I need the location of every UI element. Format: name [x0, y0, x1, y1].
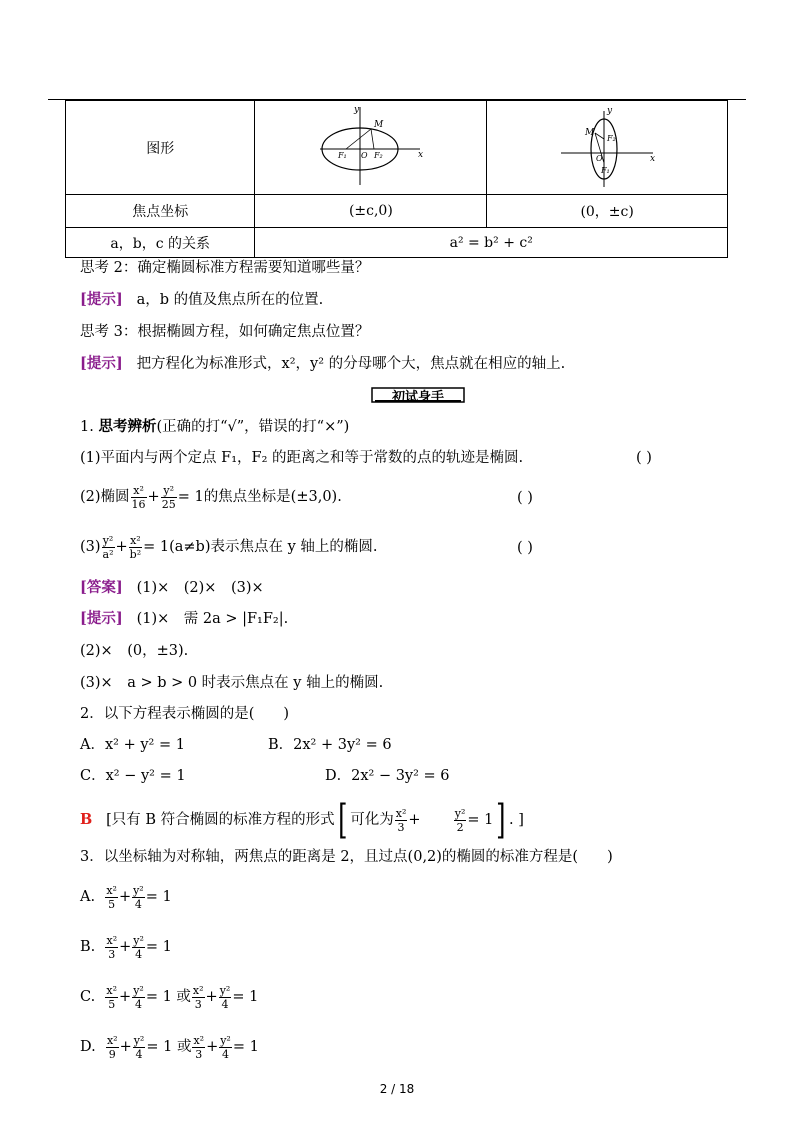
- q1-hint-3: (3)× a > b > 0 时表示焦点在 y 轴上的椭圆.: [80, 675, 384, 691]
- row-focus-label: 焦点坐标: [66, 195, 255, 228]
- q2-option-a: A．x² + y² = 1: [80, 737, 185, 753]
- ellipse-x-focus-figure: [316, 103, 426, 189]
- q1-title: [80, 417, 349, 437]
- q2-option-c: C．x² − y² = 1: [80, 768, 186, 784]
- ellipse-properties-table: [65, 100, 728, 258]
- q1-hint-1-text: (1)× 需 2a > |F₁F₂|.: [136, 611, 289, 627]
- q3-b-label: B.: [80, 939, 96, 955]
- row-focus-x: (±c,0): [255, 195, 487, 228]
- q3-option-c: C. $\frac{\text{x²}}{5}$ + $\frac{\text{y²}}{4}$ = 1 或 $\frac{\text{x²}}{3}$ + $\frac{\text{y²}}{4}$ = 1: [80, 983, 259, 1011]
- q2-solution-end: . ]: [509, 812, 524, 828]
- svg-text:M: M: [585, 127, 595, 138]
- q2-option-b: B．2x² + 3y² = 6: [268, 737, 392, 753]
- hint-3-text: 把方程化为标准形式，x²，y² 的分母哪个大，焦点就在相应的轴上.: [136, 356, 566, 372]
- q1-s2-pre: (2)椭圆: [80, 489, 130, 505]
- q1-s1-paren: ( ): [636, 450, 652, 466]
- q1-number: 1.: [80, 419, 94, 435]
- svg-text:M: M: [373, 119, 384, 130]
- row-relation-label: a，b，c 的关系: [66, 228, 255, 258]
- hint-2: [80, 290, 323, 310]
- q2-solution-inner: 可化为: [350, 812, 394, 828]
- hint-label: [提示]: [80, 291, 123, 308]
- hint-label: [提示]: [80, 355, 123, 372]
- q2-option-d: D．2x² − 3y² = 6: [325, 768, 450, 784]
- think-3: 思考 3：根据椭圆方程，如何确定焦点位置？: [80, 324, 370, 340]
- svg-text:F₁: F₁: [601, 165, 610, 175]
- q1-s2-paren: ( ): [517, 490, 533, 506]
- q3-option-b: B. $\frac{\text{x²}}{3}$ + $\frac{\text{y²}}{4}$ = 1: [80, 933, 172, 961]
- q2-solution-letter: B: [80, 811, 93, 828]
- svg-text:F₁: F₁: [337, 150, 347, 160]
- figure-y-axis-ellipse: [487, 101, 728, 195]
- q1-rest: (正确的打“√”，错误的打“×”): [156, 419, 350, 435]
- hint-2-text: a，b 的值及焦点所在的位置.: [136, 292, 324, 308]
- q1-answer-text: (1)× (2)× (3)×: [136, 580, 264, 596]
- q1-s3: (3) $\frac{\text{y²}}{\text{a²}}$ + $\frac{\text{x²}}{\text{b²}}$ = 1(a≠b)表示焦点在 y 轴上的椭圆.: [80, 533, 378, 561]
- svg-text:F₂: F₂: [373, 150, 383, 160]
- q3-option-a: A. $\frac{\text{x²}}{5}$ + $\frac{\text{y²}}{4}$ = 1: [80, 883, 172, 911]
- q1-s3-pre: (3): [80, 539, 101, 555]
- figure-x-axis-ellipse: [255, 101, 487, 195]
- q3-d-label: D.: [80, 1039, 96, 1055]
- svg-text:x: x: [650, 153, 656, 164]
- q3-stem: 3．以坐标轴为对称轴，两焦点的距离是 2，且过点(0,2)的椭圆的标准方程是( ): [80, 849, 613, 865]
- svg-text:y: y: [353, 104, 359, 115]
- q1-bold: 思考辨析: [98, 418, 157, 435]
- q3-option-d: D. $\frac{\text{x²}}{9}$ + $\frac{\text{y²}}{4}$ = 1 或 $\frac{\text{x²}}{3}$ + $\frac{\text{y²}}{4}$ = 1: [80, 1033, 259, 1061]
- svg-text:O: O: [360, 150, 368, 160]
- page-number: 2 / 18: [379, 1082, 415, 1096]
- q1-s1: (1)平面内与两个定点 F₁，F₂ 的距离之和等于常数的点的轨迹是椭圆.: [80, 450, 524, 466]
- svg-text:x: x: [417, 149, 423, 160]
- svg-text:y: y: [607, 105, 613, 116]
- q1-s2-post: 的焦点坐标是(±3,0).: [203, 489, 342, 505]
- q1-answer: [80, 578, 264, 598]
- row-figure-label: 图形: [66, 101, 255, 195]
- ellipse-y-focus-figure: [557, 103, 657, 189]
- answer-label: [答案]: [80, 579, 123, 596]
- q1-hint-2: (2)× (0，±3).: [80, 643, 189, 659]
- hint-label: [提示]: [80, 610, 123, 627]
- q1-s3-paren: ( ): [517, 540, 533, 556]
- row-focus-y: (0，±c): [487, 195, 728, 228]
- q1-s3-post: 表示焦点在 y 轴上的椭圆.: [210, 539, 378, 555]
- q3-d-or: 或: [176, 1039, 192, 1055]
- q3-c-label: C.: [80, 989, 96, 1005]
- row-relation-value: a² = b² + c²: [255, 228, 728, 258]
- banner-text: 初试身手: [391, 390, 444, 405]
- q3-c-or: 或: [176, 989, 191, 1005]
- q1-hint-1: [80, 609, 288, 629]
- q2-solution-text: [只有 B 符合椭圆的标准方程的形式: [106, 812, 335, 828]
- q2-stem: 2．以下方程表示椭圆的是( ): [80, 706, 290, 722]
- hint-3: [80, 354, 565, 374]
- q1-s2: (2)椭圆 $\frac{\text{x²}}{16}$ + $\frac{\text{y²}}{25}$ = 1的焦点坐标是(±3,0).: [80, 483, 342, 511]
- section-banner: [371, 385, 465, 405]
- svg-text:O: O: [596, 153, 603, 163]
- q3-a-label: A.: [80, 889, 96, 905]
- svg-text:F₂: F₂: [607, 133, 616, 143]
- q2-solution: B [只有 B 符合椭圆的标准方程的形式[ 可化为 $\frac{\text{x²}}{3}$ + $\frac{\text{y²}}{2}$ = 1] . ]: [80, 797, 524, 843]
- think-2: 思考 2：确定椭圆标准方程需要知道哪些量？: [80, 260, 370, 276]
